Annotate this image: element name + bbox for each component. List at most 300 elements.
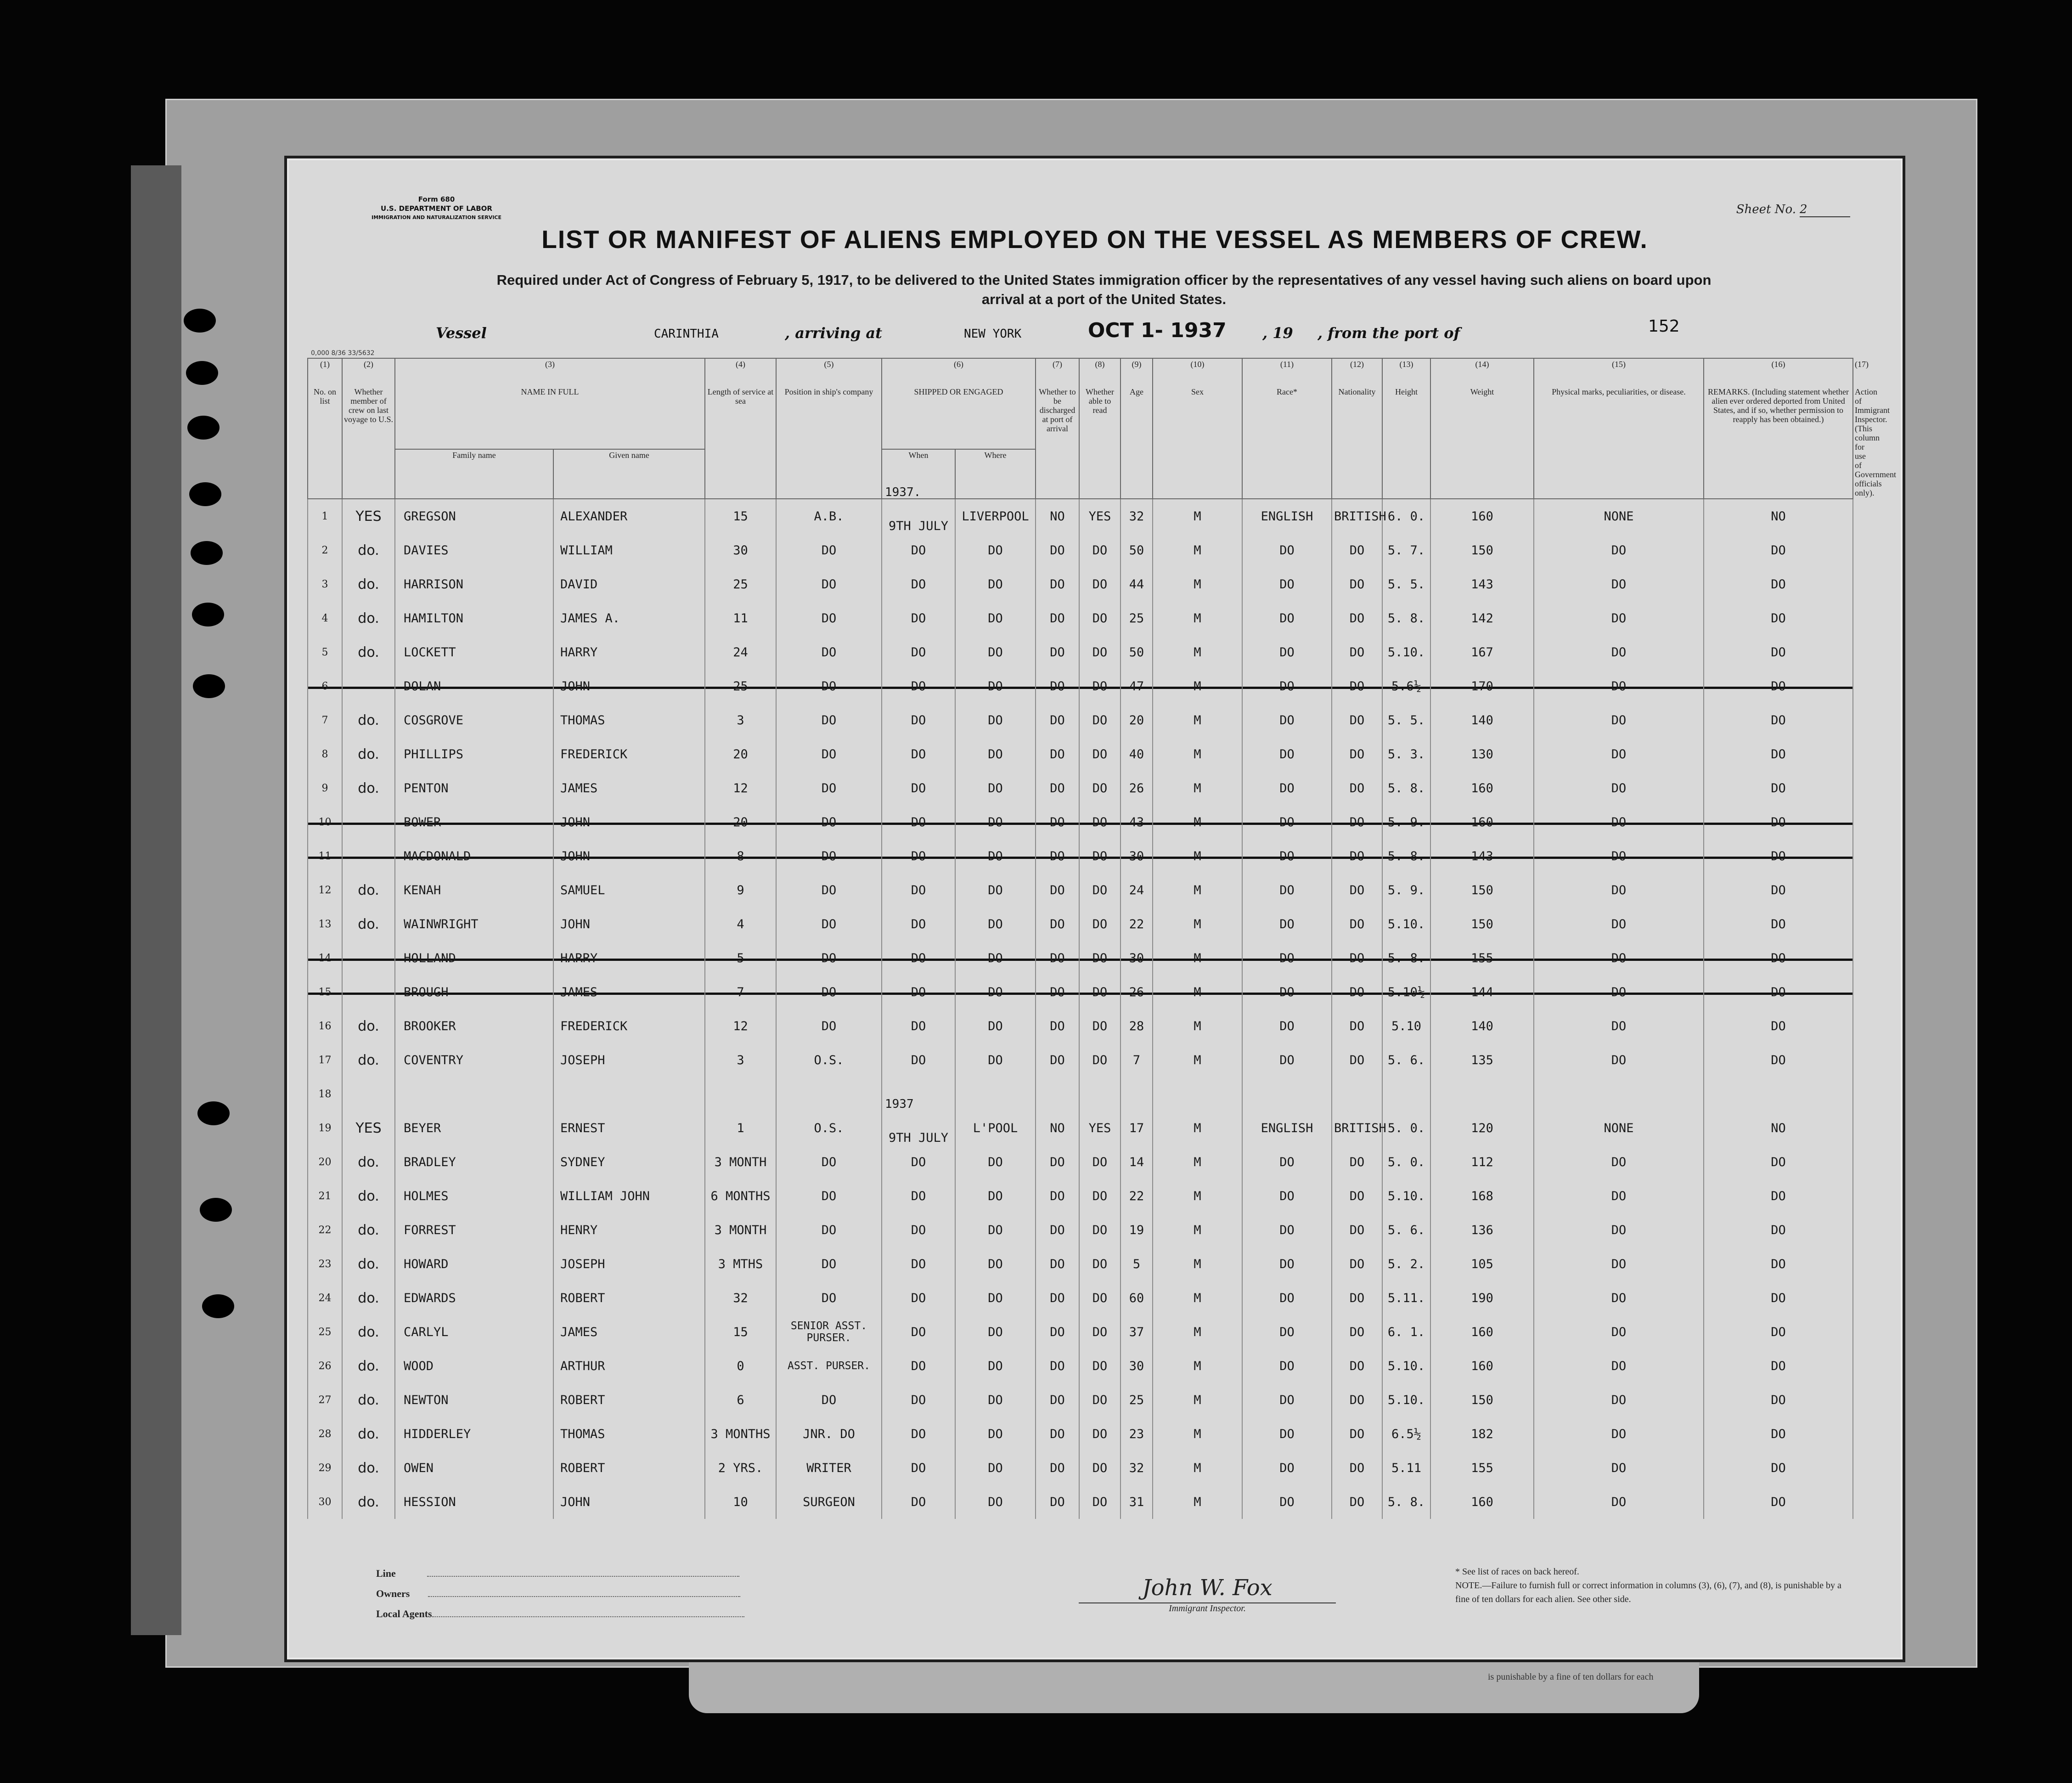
cell-given: JOHN: [553, 805, 705, 839]
cell-service: 6: [705, 1383, 776, 1417]
cell-service: 25: [705, 567, 776, 601]
cell-nationality: DO: [1332, 601, 1382, 635]
cell-given: THOMAS: [553, 703, 705, 737]
cell-given: FREDERICK: [553, 1009, 705, 1043]
cell-when: DO: [882, 1213, 955, 1247]
cell-weight: 143: [1430, 839, 1534, 873]
cell-no: 4: [308, 601, 342, 635]
cell-discharged: DO: [1036, 1213, 1079, 1247]
cell-family: BEYER: [395, 1111, 553, 1145]
cell-read: DO: [1079, 941, 1120, 975]
column-number: (6): [954, 360, 963, 369]
back-page-text: is punishable by a fine of ten dollars for each: [1488, 1672, 1654, 1682]
cell-no: 29: [308, 1451, 342, 1485]
cell-position: DO: [776, 567, 882, 601]
cell-service: 3: [705, 1043, 776, 1077]
cell-position: JNR. DO: [776, 1417, 882, 1451]
cell-marks: DO: [1534, 1043, 1704, 1077]
cell-member: do.: [342, 907, 395, 941]
cell-age: 19: [1120, 1213, 1153, 1247]
cell-family: BROUGH: [395, 975, 553, 1009]
cell-member: do.: [342, 1247, 395, 1281]
cell-age: 7: [1120, 1043, 1153, 1077]
cell-sex: M: [1153, 533, 1242, 567]
cell-when: DO: [882, 1145, 955, 1179]
column-number: (2): [364, 360, 373, 369]
cell-height: 5. 8.: [1382, 839, 1430, 873]
column-header-15: [1534, 358, 1704, 499]
cell-weight: 135: [1430, 1043, 1534, 1077]
crew-row: [308, 839, 1853, 873]
column-label: Sex: [1191, 387, 1204, 396]
cell-member: do.: [342, 1383, 395, 1417]
cell-race: DO: [1242, 1383, 1332, 1417]
cell-member: do.: [342, 1043, 395, 1077]
cell-sex: M: [1153, 1485, 1242, 1519]
cell-age: 14: [1120, 1145, 1153, 1179]
cell-marks: DO: [1534, 1485, 1704, 1519]
cell-race: DO: [1242, 1315, 1332, 1349]
cell-no: 20: [308, 1145, 342, 1179]
column-label: NAME IN FULL: [521, 387, 579, 396]
punch-hole: [192, 603, 224, 626]
cell-height: 5.10.: [1382, 635, 1430, 669]
cell-where: DO: [955, 1043, 1036, 1077]
column-header-5: [776, 358, 882, 499]
cell-marks: DO: [1534, 601, 1704, 635]
cell-height: 5. 9.: [1382, 805, 1430, 839]
cell-given: ERNEST: [553, 1111, 705, 1145]
cell-member: [342, 805, 395, 839]
cell-race: DO: [1242, 1009, 1332, 1043]
cell-read: [1079, 1077, 1120, 1111]
cell-when: DO: [882, 1043, 955, 1077]
cell-where: DO: [955, 737, 1036, 771]
cell-remarks: DO: [1704, 975, 1853, 1009]
cell-remarks: DO: [1704, 601, 1853, 635]
cell-weight: [1430, 1077, 1534, 1111]
cell-weight: 160: [1430, 771, 1534, 805]
cell-marks: DO: [1534, 1213, 1704, 1247]
cell-age: 22: [1120, 1179, 1153, 1213]
cell-no: 16: [308, 1009, 342, 1043]
crew-row: [308, 1485, 1853, 1519]
cell-given: THOMAS: [553, 1417, 705, 1451]
cell-nationality: DO: [1332, 1145, 1382, 1179]
cell-read: DO: [1079, 601, 1120, 635]
cell-weight: 160: [1430, 805, 1534, 839]
column-number: (1): [320, 360, 330, 369]
cell-when: DO: [882, 1485, 955, 1519]
cell-discharged: DO: [1036, 533, 1079, 567]
cell-family: NEWTON: [395, 1383, 553, 1417]
cell-where: DO: [955, 1179, 1036, 1213]
cell-service: 30: [705, 533, 776, 567]
cell-family: HESSION: [395, 1485, 553, 1519]
cell-when: DO: [882, 533, 955, 567]
cell-where: DO: [955, 635, 1036, 669]
cell-nationality: DO: [1332, 805, 1382, 839]
cell-age: 37: [1120, 1315, 1153, 1349]
cell-height: 6. 1.: [1382, 1315, 1430, 1349]
cell-discharged: DO: [1036, 1043, 1079, 1077]
cell-given: SYDNEY: [553, 1145, 705, 1179]
cell-weight: 160: [1430, 1349, 1534, 1383]
cell-discharged: DO: [1036, 669, 1079, 703]
cell-position: ASST. PURSER.: [776, 1349, 882, 1383]
cell-service: 3 MONTH: [705, 1145, 776, 1179]
cell-read: YES: [1079, 499, 1120, 533]
cell-read: DO: [1079, 533, 1120, 567]
column-label: Height: [1395, 387, 1418, 396]
cell-sex: M: [1153, 907, 1242, 941]
cell-marks: DO: [1534, 1281, 1704, 1315]
cell-weight: 155: [1430, 1451, 1534, 1485]
cell-sex: M: [1153, 1383, 1242, 1417]
cell-family: HARRISON: [395, 567, 553, 601]
cell-position: DO: [776, 839, 882, 873]
cell-remarks: DO: [1704, 941, 1853, 975]
cell-family: HOLMES: [395, 1179, 553, 1213]
cell-height: 5.10.: [1382, 1349, 1430, 1383]
cell-read: DO: [1079, 1349, 1120, 1383]
crew-row: [308, 737, 1853, 771]
cell-weight: 136: [1430, 1213, 1534, 1247]
crew-row: [308, 567, 1853, 601]
cell-sex: M: [1153, 1009, 1242, 1043]
form-department: U.S. DEPARTMENT OF LABOR: [381, 204, 492, 213]
cell-member: do.: [342, 1213, 395, 1247]
cell-discharged: DO: [1036, 907, 1079, 941]
cell-discharged: DO: [1036, 1145, 1079, 1179]
agents-field: [376, 1604, 744, 1624]
cell-remarks: DO: [1704, 1417, 1853, 1451]
column-number: (9): [1132, 360, 1142, 369]
column-number: (3): [545, 360, 555, 369]
cell-remarks: DO: [1704, 1145, 1853, 1179]
cell-height: 5. 8.: [1382, 771, 1430, 805]
cell-discharged: NO: [1036, 1111, 1079, 1145]
punch-hole: [197, 1101, 230, 1125]
cell-race: DO: [1242, 1213, 1332, 1247]
cell-service: 2 YRS.: [705, 1451, 776, 1485]
arriving-label: , arriving at: [785, 324, 882, 342]
cell-marks: DO: [1534, 1145, 1704, 1179]
cell-given: HARRY: [553, 635, 705, 669]
cell-member: [342, 941, 395, 975]
cell-member: [342, 839, 395, 873]
cell-family: WAINWRIGHT: [395, 907, 553, 941]
column-number: (11): [1280, 360, 1294, 369]
cell-service: 3: [705, 703, 776, 737]
cell-nationality: DO: [1332, 1247, 1382, 1281]
when-value: 9TH JULY: [888, 1131, 949, 1145]
page-title: LIST OR MANIFEST OF ALIENS EMPLOYED ON THE VESSEL AS MEMBERS OF CREW.: [541, 225, 1648, 254]
cell-height: 6.5½: [1382, 1417, 1430, 1451]
cell-age: 23: [1120, 1417, 1153, 1451]
cell-sex: M: [1153, 1417, 1242, 1451]
cell-position: DO: [776, 737, 882, 771]
column-label: Whether able to read: [1086, 387, 1114, 415]
cell-member: YES: [342, 1111, 395, 1145]
cell-height: 5. 5.: [1382, 703, 1430, 737]
cell-when: DO: [882, 737, 955, 771]
cell-position: DO: [776, 669, 882, 703]
cell-when: DO: [882, 703, 955, 737]
crew-row: [308, 771, 1853, 805]
cell-discharged: DO: [1036, 1485, 1079, 1519]
cell-nationality: DO: [1332, 669, 1382, 703]
cell-when: DO: [882, 805, 955, 839]
cell-read: DO: [1079, 1281, 1120, 1315]
cell-marks: DO: [1534, 1451, 1704, 1485]
cell-marks: DO: [1534, 1179, 1704, 1213]
from-port-label: , from the port of: [1318, 324, 1460, 342]
cell-given: JOHN: [553, 1485, 705, 1519]
year-label: , 19: [1262, 324, 1293, 342]
crew-row: [308, 1213, 1853, 1247]
cell-discharged: DO: [1036, 1281, 1079, 1315]
cell-race: DO: [1242, 567, 1332, 601]
cell-service: 4: [705, 907, 776, 941]
cell-family: DOLAN: [395, 669, 553, 703]
cell-nationality: DO: [1332, 1281, 1382, 1315]
cell-height: 5. 8.: [1382, 941, 1430, 975]
cell-where: DO: [955, 1213, 1036, 1247]
column-header-9: [1120, 358, 1153, 499]
cell-age: 30: [1120, 1349, 1153, 1383]
vessel-label: Vessel: [436, 324, 487, 342]
form-service: IMMIGRATION AND NATURALIZATION SERVICE: [372, 214, 502, 220]
cell-remarks: DO: [1704, 1179, 1853, 1213]
cell-no: 10: [308, 805, 342, 839]
column-header-12: [1332, 358, 1382, 499]
cell-remarks: DO: [1704, 805, 1853, 839]
cell-race: DO: [1242, 1451, 1332, 1485]
cell-marks: DO: [1534, 1315, 1704, 1349]
cell-given: JAMES A.: [553, 601, 705, 635]
cell-race: DO: [1242, 1247, 1332, 1281]
cell-given: JAMES: [553, 975, 705, 1009]
cell-read: DO: [1079, 1009, 1120, 1043]
cell-height: 5. 7.: [1382, 533, 1430, 567]
cell-where: DO: [955, 771, 1036, 805]
column-number: (14): [1475, 360, 1489, 369]
cell-no: 3: [308, 567, 342, 601]
cell-given: DAVID: [553, 567, 705, 601]
cell-sex: M: [1153, 703, 1242, 737]
cell-service: 1: [705, 1111, 776, 1145]
punch-hole: [189, 482, 221, 506]
cell-given: JOSEPH: [553, 1043, 705, 1077]
cell-given: HENRY: [553, 1213, 705, 1247]
column-header-6: [882, 358, 1036, 449]
cell-when: [882, 1097, 955, 1145]
cell-discharged: DO: [1036, 805, 1079, 839]
cell-when: DO: [882, 1349, 955, 1383]
punch-hole: [193, 674, 225, 698]
cell-marks: DO: [1534, 771, 1704, 805]
cell-service: 25: [705, 669, 776, 703]
cell-given: JOHN: [553, 907, 705, 941]
cell-when: DO: [882, 567, 955, 601]
crew-row: [308, 669, 1853, 703]
cell-sex: M: [1153, 1315, 1242, 1349]
cell-where: DO: [955, 1315, 1036, 1349]
cell-remarks: DO: [1704, 567, 1853, 601]
column-header-11: [1242, 358, 1332, 499]
cell-age: 32: [1120, 1451, 1153, 1485]
cell-given: ROBERT: [553, 1383, 705, 1417]
cell-read: DO: [1079, 567, 1120, 601]
cell-given: WILLIAM JOHN: [553, 1179, 705, 1213]
cell-service: 10: [705, 1485, 776, 1519]
cell-weight: 160: [1430, 1485, 1534, 1519]
cell-discharged: DO: [1036, 1349, 1079, 1383]
cell-position: DO: [776, 1281, 882, 1315]
year-note: 1937: [885, 1097, 914, 1111]
cell-height: 5. 8.: [1382, 1485, 1430, 1519]
footnote: [1455, 1565, 1850, 1606]
cell-family: GREGSON: [395, 499, 553, 533]
crew-row: [308, 601, 1853, 635]
cell-nationality: DO: [1332, 907, 1382, 941]
crew-row: [308, 1417, 1853, 1451]
cell-height: 5.10: [1382, 1009, 1430, 1043]
cell-given: ARTHUR: [553, 1349, 705, 1383]
cell-service: 15: [705, 1315, 776, 1349]
cell-service: 3 MONTH: [705, 1213, 776, 1247]
column-number: (7): [1053, 360, 1063, 369]
cell-nationality: DO: [1332, 1043, 1382, 1077]
cell-remarks: DO: [1704, 1043, 1853, 1077]
cell-sex: M: [1153, 839, 1242, 873]
cell-sex: M: [1153, 1179, 1242, 1213]
cell-where: DO: [955, 703, 1036, 737]
races-footnote: * See list of races on back hereof.: [1455, 1567, 1579, 1577]
cell-remarks: DO: [1704, 737, 1853, 771]
cell-read: DO: [1079, 1451, 1120, 1485]
line-label: Line: [376, 1568, 396, 1579]
cell-height: 5. 0.: [1382, 1145, 1430, 1179]
cell-height: 5. 3.: [1382, 737, 1430, 771]
column-label: SHIPPED OR ENGAGED: [914, 387, 1003, 396]
cell-discharged: DO: [1036, 873, 1079, 907]
arrival-date: OCT 1- 1937: [1088, 319, 1227, 342]
cell-member: do.: [342, 1451, 395, 1485]
crew-manifest-table: (1) No. on list (2) Whether member of crew on last voyage to U.S. (3) NAME IN FULL (4) Length of service at sea (5) Position in ship's company (6) SHIPPED OR ENGAGED (7) Whether to be discharged at port of arrival (8) Whether able to read (9) Age (10) Sex (11) Race* (12) Nationality (13) Height (14) Weight (15) Physical marks, peculiarities, or disease. (16) REMARKS. (Including statement whether alien ever ordered deported from United States, and if so, whether permission to reapply has been obtained.) (17) Action of Immigrant Inspector. (This column for use of Government officials only). Family name Given name When Where 1 YES GREGSON ALEXANDER 15 A.B. 1937. 9TH JULY LIVERPOOL NO YES 32 M ENGLISH BRITISH 6. 0. 160 NONE NO 2 do. DAVIES WILLIAM 30 DO DO DO DO DO 50 M DO DO 5. 7. 150 DO DO 3 do. HARRISON DAVID 25 DO DO DO DO DO 44 M DO DO 5. 5. 143 DO DO 4 do. HAMILTON JAMES A. 11 DO DO DO DO DO 25 M DO DO 5. 8. 142 DO DO 5 do. LOCKETT HARRY 24 DO DO DO DO DO 50 M DO DO 5.10. 167 DO DO 6 DOLAN JOHN 25 DO DO DO DO DO 47 M DO DO 5.6½ 170 DO DO 7 do. COSGROVE THOMAS 3 DO DO DO DO DO 20 M DO DO 5. 5. 140 DO DO 8 do. PHILLIPS FREDERICK 20 DO DO DO DO DO 40 M DO DO 5. 3. 130 DO DO 9 do. PENTON JAMES 12 DO DO DO DO DO 26 M DO DO 5. 8. 160 DO DO 10 BOWER JOHN 20 DO DO DO DO DO 43 M DO DO 5. 9. 160 DO DO 11 MACDONALD JOHN 8 DO DO DO DO DO 30 M DO DO 5. 8. 143 DO DO 12 do. KENAH SAMUEL 9 DO DO DO DO DO 24 M DO DO 5. 9. 150 DO DO 13 do. WAINWRIGHT JOHN 4 DO DO DO DO DO 22 M DO DO 5.10. 150 DO DO 14 HOLLAND HARRY 5 DO DO DO DO DO 30 M DO DO 5. 8. 155 DO DO 15 BROUGH JAMES 7 DO DO DO DO DO 26 M DO DO 5.10½ 144 DO DO 16 do. BROOKER FREDERICK 12 DO DO DO DO DO 28 M DO DO 5.10 140 DO DO 17 do. COVENTRY JOSEPH 3 O.S. DO DO DO DO 7 M DO DO 5. 6. 135 DO DO 18 19 YES BEYER ERNEST 1 O.S. 1937 9TH JULY L'POOL NO YES 17 M ENGLISH BRITISH 5. 0. 120 NONE NO 20 do. BRADLEY SYDNEY 3 MONTH DO DO DO DO DO 14 M DO DO 5. 0. 112 DO DO 21 do. HOLMES WILLIAM JOHN 6 MONTHS DO DO DO DO DO 22 M DO DO 5.10. 168 DO DO 22 do. FORREST HENRY 3 MONTH DO DO DO DO DO 19 M DO DO 5. 6. 136 DO DO 23 do. HOWARD JOSEPH 3 MTHS DO DO DO DO DO 5 M DO DO 5. 2. 105 DO DO 24 do. EDWARDS ROBERT 32 DO DO DO DO DO 60 M DO DO 5.11. 190 DO DO 25 do. CARLYL JAMES 15 SENIOR ASST. PURSER. DO DO DO DO 37 M DO DO 6. 1. 160 DO DO 26 do. WOOD ARTHUR 0 ASST. PURSER. DO DO DO DO 30 M DO DO 5.10. 160 DO DO 27 do. NEWTON ROBERT 6 DO DO DO DO DO 25 M DO DO 5.10. 150 DO DO 28 do. HIDDERLEY THOMAS 3 MONTHS JNR. DO DO DO DO DO 23 M DO DO 6.5½ 182 DO DO 29 do. OWEN ROBERT 2 YRS. WRITER DO DO DO DO 32 M DO DO 5.11 155 DO DO 30 do. HESSION JOHN 10 SURGEON DO DO DO DO 31 M DO DO 5. 8. 160 DO DO: [307, 358, 1853, 1519]
cell-marks: DO: [1534, 907, 1704, 941]
cell-weight: 140: [1430, 703, 1534, 737]
punch-hole: [191, 541, 223, 565]
cell-where: DO: [955, 805, 1036, 839]
cell-read: DO: [1079, 1417, 1120, 1451]
owners-label: Owners: [376, 1588, 410, 1599]
cell-member: do.: [342, 1417, 395, 1451]
torn-page-edge: [689, 1658, 1699, 1713]
cell-marks: NONE: [1534, 499, 1704, 533]
cell-weight: 143: [1430, 567, 1534, 601]
column-number: (8): [1095, 360, 1105, 369]
cell-race: DO: [1242, 1485, 1332, 1519]
cell-race: DO: [1242, 907, 1332, 941]
cell-position: DO: [776, 1383, 882, 1417]
cell-weight: 155: [1430, 941, 1534, 975]
cell-discharged: NO: [1036, 499, 1079, 533]
cell-height: 5.10.: [1382, 1179, 1430, 1213]
cell-sex: M: [1153, 669, 1242, 703]
cell-sex: M: [1153, 1349, 1242, 1383]
cell-age: 44: [1120, 567, 1153, 601]
cell-age: [1120, 1077, 1153, 1111]
column-label: Nationality: [1338, 387, 1376, 396]
cell-weight: 130: [1430, 737, 1534, 771]
cell-weight: 140: [1430, 1009, 1534, 1043]
cell-sex: M: [1153, 805, 1242, 839]
cell-discharged: DO: [1036, 1247, 1079, 1281]
cell-when: DO: [882, 839, 955, 873]
column-number: (12): [1350, 360, 1364, 369]
column-header-7: [1036, 358, 1079, 499]
cell-remarks: DO: [1704, 635, 1853, 669]
cell-family: LOCKETT: [395, 635, 553, 669]
cell-given: JAMES: [553, 771, 705, 805]
cell-when: DO: [882, 1247, 955, 1281]
cell-nationality: DO: [1332, 703, 1382, 737]
cell-discharged: DO: [1036, 771, 1079, 805]
cell-read: DO: [1079, 669, 1120, 703]
cell-sex: M: [1153, 1247, 1242, 1281]
column-header-3: [395, 358, 705, 449]
cell-nationality: DO: [1332, 1315, 1382, 1349]
cell-age: 31: [1120, 1485, 1153, 1519]
cell-no: 21: [308, 1179, 342, 1213]
column-header-10: [1153, 358, 1242, 499]
cell-height: 5. 5.: [1382, 567, 1430, 601]
cell-remarks: DO: [1704, 669, 1853, 703]
cell-given: [553, 1077, 705, 1111]
cell-position: DO: [776, 703, 882, 737]
cell-member: do.: [342, 873, 395, 907]
cell-no: 12: [308, 873, 342, 907]
cell-weight: 150: [1430, 533, 1534, 567]
cell-sex: M: [1153, 635, 1242, 669]
cell-member: [342, 669, 395, 703]
cell-age: 50: [1120, 635, 1153, 669]
year-note: 1937.: [885, 485, 921, 499]
cell-age: 25: [1120, 1383, 1153, 1417]
sheet-number-value: 2: [1800, 203, 1850, 217]
cell-member: do.: [342, 703, 395, 737]
cell-family: HAMILTON: [395, 601, 553, 635]
cell-given: JOSEPH: [553, 1247, 705, 1281]
cell-weight: 170: [1430, 669, 1534, 703]
cell-member: do.: [342, 771, 395, 805]
cell-race: DO: [1242, 669, 1332, 703]
cell-family: COVENTRY: [395, 1043, 553, 1077]
cell-family: PENTON: [395, 771, 553, 805]
cell-remarks: DO: [1704, 907, 1853, 941]
crew-row: [308, 1383, 1853, 1417]
cell-age: 32: [1120, 499, 1153, 533]
cell-nationality: DO: [1332, 975, 1382, 1009]
cell-height: 5. 9.: [1382, 873, 1430, 907]
crew-row: [308, 873, 1853, 907]
cell-family: KENAH: [395, 873, 553, 907]
cell-discharged: DO: [1036, 1451, 1079, 1485]
cell-marks: DO: [1534, 1349, 1704, 1383]
cell-given: JOHN: [553, 669, 705, 703]
